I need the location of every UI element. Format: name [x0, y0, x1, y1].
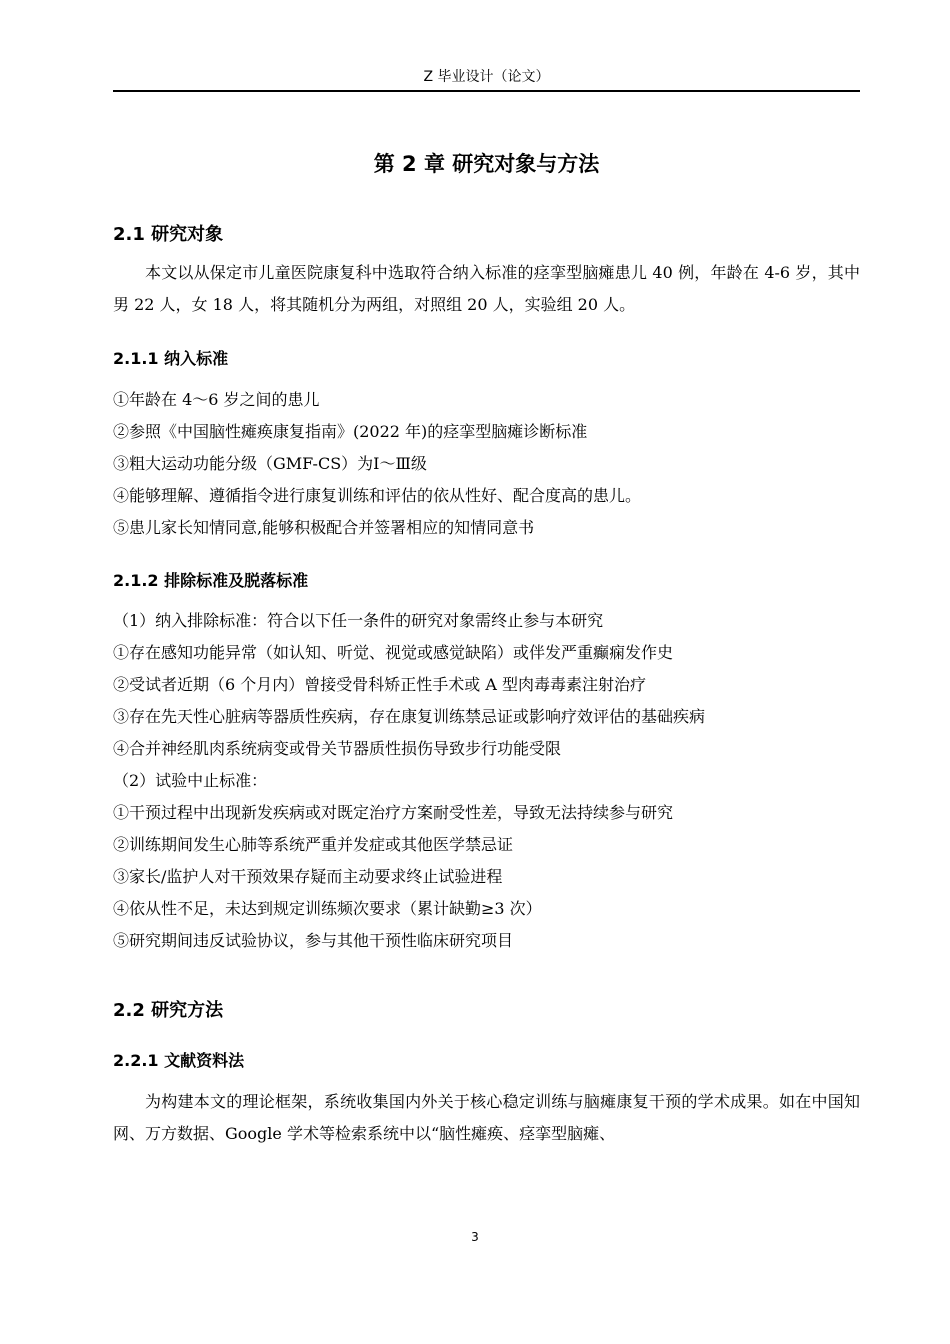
header-divider [113, 90, 860, 92]
list-item: ②参照《中国脑性瘫痪康复指南》(2022 年)的痉挛型脑瘫诊断标准 [113, 422, 588, 441]
list-item: ⑤研究期间违反试验协议，参与其他干预性临床研究项目 [113, 931, 514, 950]
list-item: ①存在感知功能异常（如认知、听觉、视觉或感觉缺陷）或伴发严重癫痫发作史 [113, 643, 674, 662]
section-heading-2-1: 2.1 研究对象 [113, 224, 224, 245]
inclusion-criteria-list [113, 384, 860, 544]
list-item: ①干预过程中出现新发疾病或对既定治疗方案耐受性差，导致无法持续参与研究 [113, 803, 674, 822]
list-item: （2）试验中止标准： [113, 771, 268, 790]
section-heading-2-1-2: 2.1.2 排除标准及脱落标准 [113, 571, 309, 590]
section-2-2-1-paragraph: 为构建本文的理论框架，系统收集国内外关于核心稳定训练与脑瘫康复干预的学术成果。如在中国知网、万方数据、Google 学术等检索系统中以“脑性瘫痪、痉挛型脑瘫、 [113, 1092, 860, 1143]
list-item: ④合并神经肌肉系统病变或骨关节器质性损伤导致步行功能受限 [113, 739, 562, 758]
section-heading-2-1-1: 2.1.1 纳入标准 [113, 349, 229, 368]
list-item: ④能够理解、遵循指令进行康复训练和评估的依从性好、配合度高的患儿。 [113, 486, 642, 505]
section-heading-2-2: 2.2 研究方法 [113, 1000, 224, 1021]
section-2-1-paragraph: 本文以从保定市儿童医院康复科中选取符合纳入标准的痉挛型脑瘫患儿 40 例，年龄在 4-6 岁，其中男 22 人，女 18 人，将其随机分为两组，对照组 20 人，实验组 20 人。 [113, 263, 860, 314]
list-item: ③家长/监护人对干预效果存疑而主动要求终止试验进程 [113, 867, 503, 886]
list-item: ②受试者近期（6 个月内）曾接受骨科矫正性手术或 A 型肉毒毒素注射治疗 [113, 675, 646, 694]
list-item: ③粗大运动功能分级（GMF-CS）为Ⅰ～Ⅲ级 [113, 454, 427, 473]
list-item: ①年龄在 4～6 岁之间的患儿 [113, 390, 320, 409]
section-heading-2-2-1: 2.2.1 文献资料法 [113, 1051, 245, 1070]
chapter-title: 第 2 章 研究对象与方法 [373, 152, 600, 176]
list-item: ②训练期间发生心肺等系统严重并发症或其他医学禁忌证 [113, 835, 514, 854]
list-item: （1）纳入排除标准：符合以下任一条件的研究对象需终止参与本研究 [113, 611, 604, 630]
list-item: ④依从性不足，未达到规定训练频次要求（累计缺勤≥3 次） [113, 899, 542, 918]
list-item: ⑤患儿家长知情同意,能够积极配合并签署相应的知情同意书 [113, 518, 535, 537]
exclusion-criteria-list [113, 605, 860, 957]
page-header: Z 毕业设计（论文） [423, 69, 550, 85]
page-number: 3 [471, 1230, 479, 1244]
list-item: ③存在先天性心脏病等器质性疾病，存在康复训练禁忌证或影响疗效评估的基础疾病 [113, 707, 706, 726]
